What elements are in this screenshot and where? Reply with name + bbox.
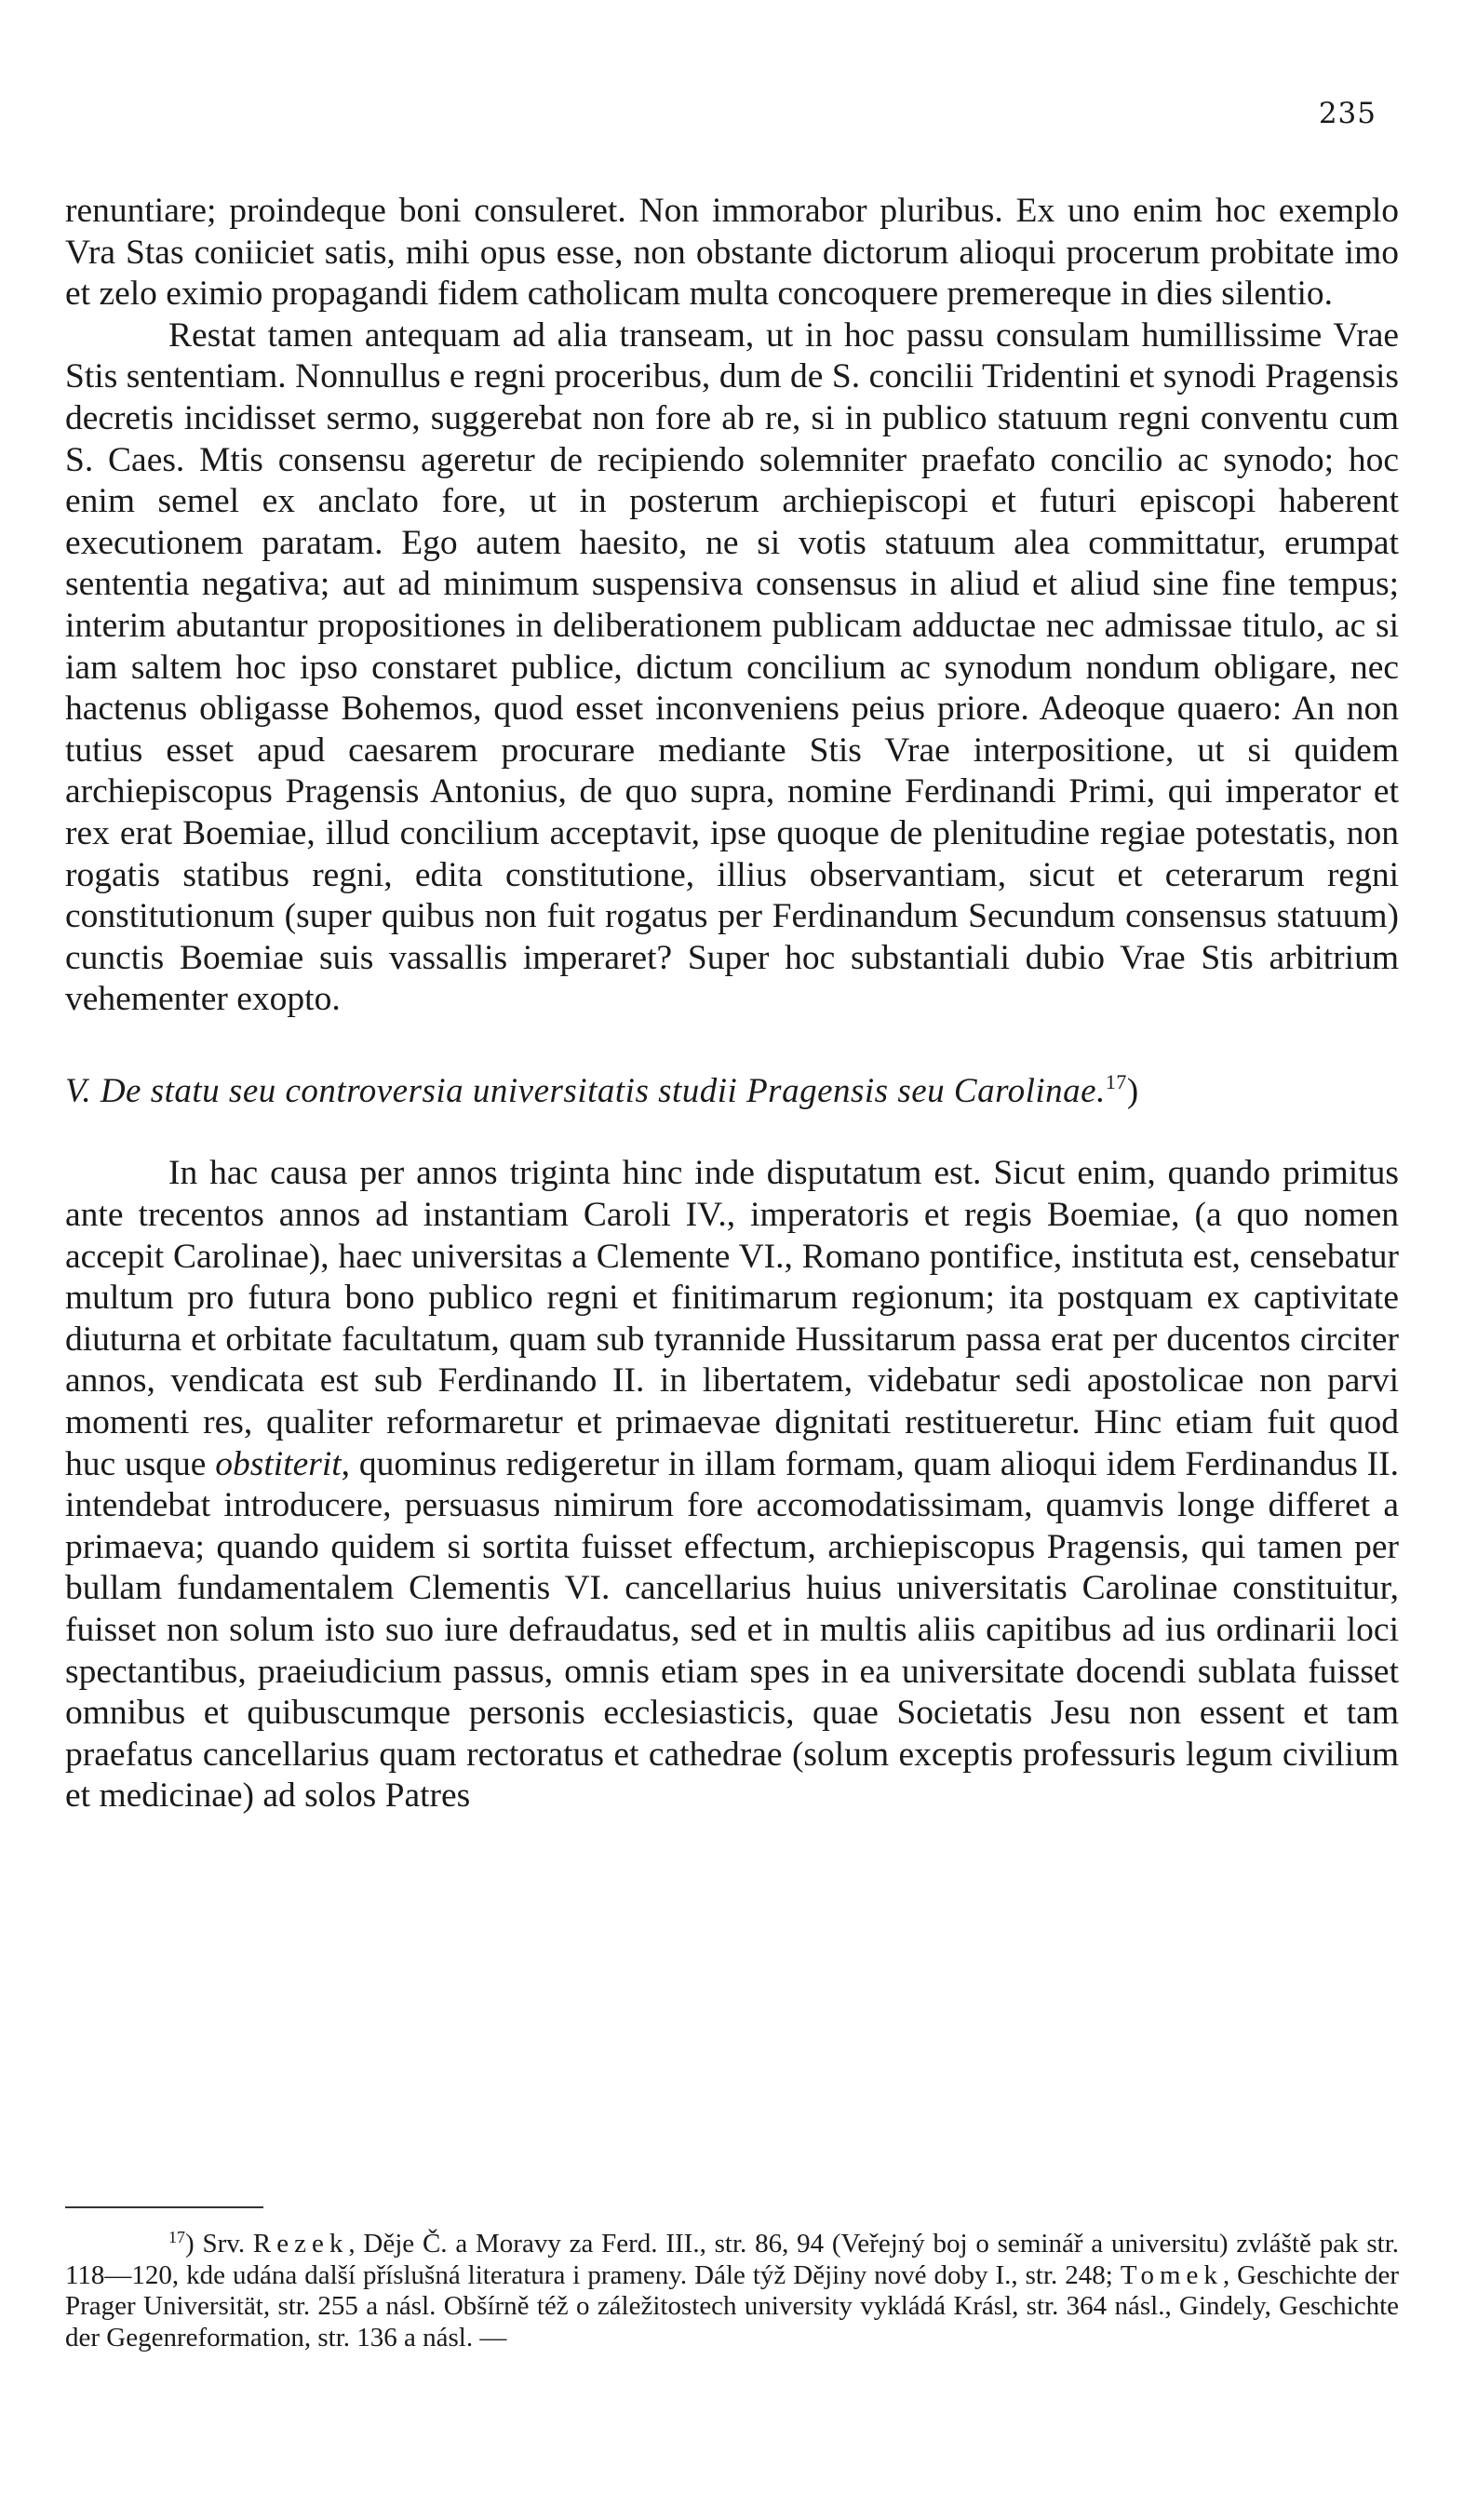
footnote-author-tomek: Tomek — [1120, 2259, 1223, 2290]
footnote-author-rezek: Rezek — [252, 2229, 349, 2259]
paragraph-part-2: , quominus redigeretur in illam formam, quam alioqui idem Ferdinandus II. intendebat introducere, persuasus nimirum fore accomodatissimam, quamvis longe differet a primaeva; quando quidem si sortita fuisset effectum, archiepiscopus Pragensis, qui tamen per bullam fundamentalem Clementis VI. cancellarius huius universitatis Carolinae constituitur, fuisset non solum isto suo iure defraudatus, sed et in multis aliis capitibus ad ius ordinarii loci spectantibus, praeiudicium passus, omnis etiam spes in ea universitate docendi sublata fuisset omnibus et quibuscumque personis ecclesiasticis, quae Societatis Jesu non essent et tam praefatus cancellarius quam rectoratus et cathedrae (solum exceptis professuris legum civilium et medicinae) ad solos Patres — [65, 1444, 1399, 1816]
section-heading — [65, 1062, 1399, 1113]
page-number: 235 — [1318, 97, 1377, 130]
footnote-divider — [65, 2206, 263, 2208]
paragraph-continuation: renuntiare; proindeque boni consuleret. Non immorabor pluribus. Ex uno enim hoc exemplo Vra Stas coniiciet satis, mihi opus esse, non obstante dictorum alioqui procerum probitate imo et zelo eximio propagandi fidem catholicam multa concoquere premereque in dies silentio. — [65, 192, 1399, 314]
footnote-17 — [65, 2222, 1399, 2353]
paragraph-in-hac-causa — [65, 1153, 1399, 1817]
footnote-mark: 17 — [168, 2228, 185, 2246]
footnote-part-3: , Geschichte der Prager Universität, str. 255 a násl. Obšírně též o záležitostech university vykládá Krásl, str. 364 násl., Gindely, Geschichte der Gegenreformation, str. 136 a násl. — — [65, 2259, 1400, 2352]
section-heading-text: V. De statu seu controversia universitatis studii Pragensis seu Carolinae. — [65, 1071, 1106, 1110]
heading-paren: ) — [1126, 1071, 1139, 1110]
italic-word: obstiterit — [215, 1444, 342, 1483]
heading-footnote-mark: 17 — [1105, 1069, 1127, 1093]
footnote-part-1: ) Srv. — [185, 2229, 253, 2259]
paragraph-restat: Restat tamen antequam ad alia transeam, ut in hoc passu consulam humillissime Vrae Stis sententiam. Nonnullus e regni proceribus, dum de S. concilii Tridentini et synodi Pragensis decretis incidisset sermo, suggerebat non fore ab re, si in publico statuum regni conventu cum S. Caes. Mtis consensu ageretur de recipiendo solemniter praefato concilio ac synodo; hoc enim semel ex anclato fore, ut in posterum archiepiscopi et futuri episcopi haberent executionem paratam. Ego autem haesito, ne si votis statuum alea committatur, erumpat sententia negativa; aut ad minimum suspensiva consensus in aliud et aliud sine fine tempus; interim abutantur propositiones in deliberationem publicam adductae nec admissae titulo, ac si iam saltem hoc ipso constaret publice, dictum concilium ac synodum nondum obligare, nec hactenus obligasse Bohemos, quod esset inconveniens peius priore. Adeoque quaero: An non tutius esset apud caesarem procurare mediante Stis Vrae interpositione, ut si quidem archiepiscopus Pragensis Antonius, de quo supra, nomine Ferdinandi Primi, qui imperator et rex erat Boemiae, illud concilium acceptavit, ipse quoque de plenitudine regiae potestatis, non rogatis statibus regni, edita constitutione, illius observantiam, sicut et ceterarum regni constitutionum (super quibus non fuit rogatus per Ferdinandum Secundum consensus statuum) cunctis Boemiae suis vassallis imperaret? Super hoc substantiali dubio Vrae Stis arbitrium vehementer exopto. — [65, 315, 1399, 1019]
main-text — [65, 191, 1399, 1817]
paragraph-part-1: In hac causa per annos triginta hinc inde disputatum est. Sicut enim, quando primitus ante trecentos annos ad instantiam Caroli IV., imperatoris et regis Boemiae, (a quo nomen accepit Carolinae), haec universitas a Clemente VI., Romano pontifice, instituta est, censebatur multum pro futura bono publico regni et finitimarum regionum; ita postquam ex captivitate diuturna et orbitate facultatum, quam sub tyrannide Hussitarum passa erat per ducentos circiter annos, vendicata est sub Ferdinando II. in libertatem, videbatur sedi apostolicae non parvi momenti res, qualiter reformaretur et primaevae dignitati restitueretur. Hinc etiam fuit quod huc usque — [65, 1154, 1399, 1483]
footnote-block — [65, 2222, 1399, 2353]
footnote-part-2: , Děje Č. a Moravy za Ferd. III., str. 86, 94 (Veřejný boj o seminář a universitu) zvláště pak str. 118—120, kde udána další příslušná literatura i prameny. Dále týž Dějiny nové doby I., str. 248; — [65, 2229, 1400, 2290]
